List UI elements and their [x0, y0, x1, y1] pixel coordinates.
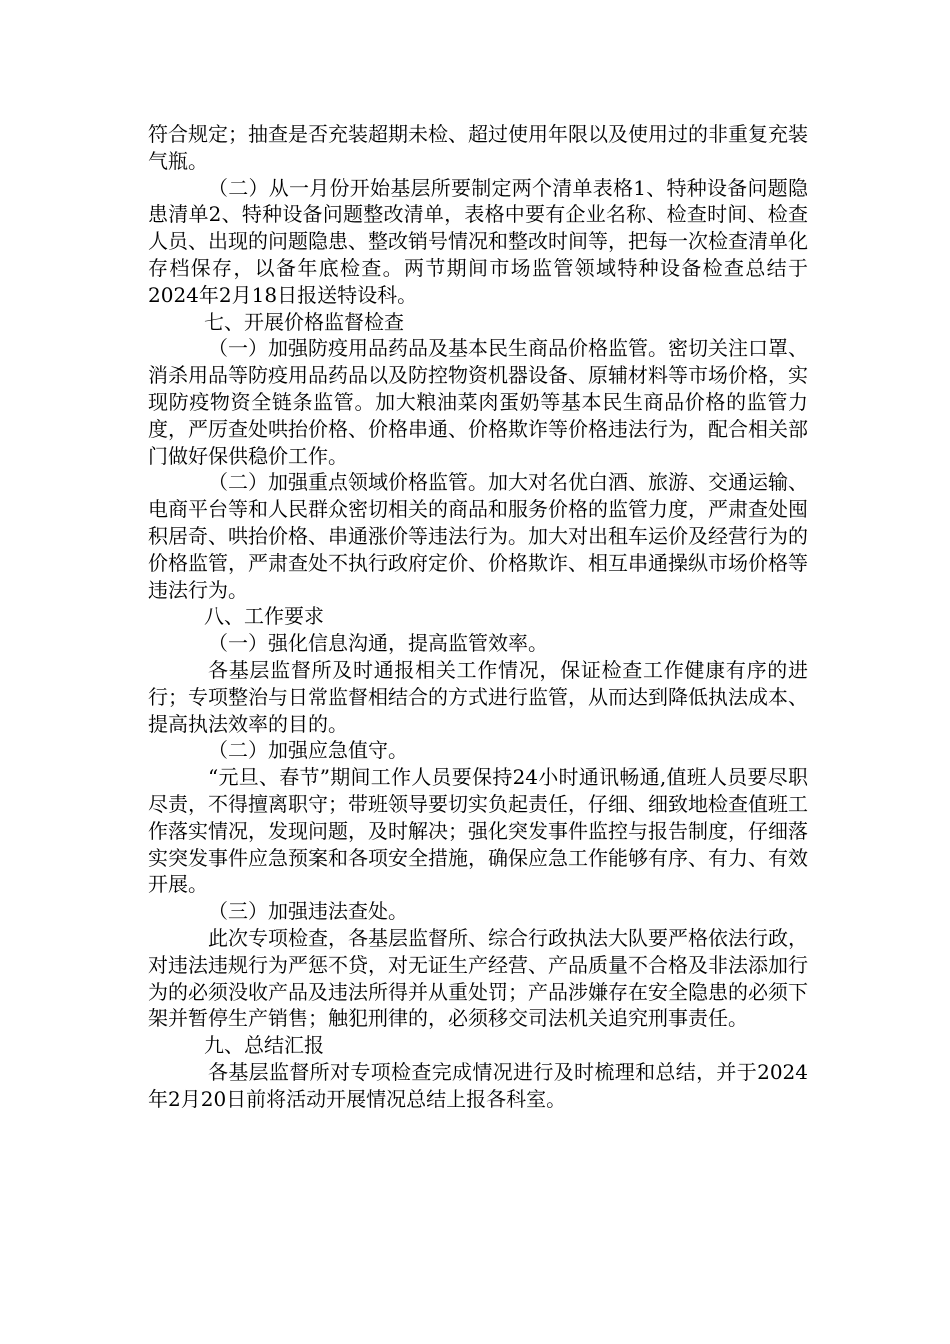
- paragraph-summary-report: 各基层监督所对专项检查完成情况进行及时梳理和总结，并于2024年2月20日前将活动开展情况总结上报各科室。: [148, 1059, 808, 1111]
- heading-section-8: 八、工作要求: [204, 604, 324, 629]
- paragraph-epidemic-goods-price: （一）加强防疫用品药品及基本民生商品价格监管。密切关注口罩、消杀用品等防疫用品药品以及防控物资机器设备、原辅材料等市场价格，实现防疫物资全链条监管。加大粮油菜肉蛋奶等基本民生商品价格的监管力度，严厉查处哄抬价格、价格串通、价格欺诈等价格违法行为，配合相关部门做好保供稳价工作。: [148, 336, 808, 468]
- paragraph-checklist-tables: （二）从一月份开始基层所要制定两个清单表格1、特种设备问题隐患清单2、特种设备问题整改清单，表格中要有企业名称、检查时间、检查人员、出现的问题隐患、整改销号情况和整改时间等，把每一次检查清单化存档保存，以备年底检查。两节期间市场监管领域特种设备检查总结于2024年2月18日报送特设科。: [148, 175, 808, 307]
- subheading-law-enforcement: （三）加强违法查处。: [208, 899, 408, 924]
- paragraph-emergency-duty: “元旦、春节”期间工作人员要保持24小时通讯畅通,值班人员要尽职尽责，不得擅离职守；带班领导要切实负起责任，仔细、细致地检查值班工作落实情况，发现问题，及时解决；强化突发事件监控与报告制度，仔细落实突发事件应急预案和各项安全措施，确保应急工作能够有序、有力、有效开展。: [148, 765, 808, 897]
- subheading-emergency-duty: （二）加强应急值守。: [208, 738, 408, 763]
- heading-section-9: 九、总结汇报: [204, 1033, 324, 1058]
- paragraph-info-communication: 各基层监督所及时通报相关工作情况，保证检查工作健康有序的进行；专项整治与日常监督相结合的方式进行监管，从而达到降低执法成本、提高执法效率的目的。: [148, 657, 808, 736]
- paragraph-key-area-price: （二）加强重点领域价格监管。加大对名优白酒、旅游、交通运输、电商平台等和人民群众密切相关的商品和服务价格的监管力度，严肃查处囤积居奇、哄抬价格、串通涨价等违法行为。加大对出租车运价及经营行为的价格监管，严肃查处不执行政府定价、价格欺诈、相互串通操纵市场价格等违法行为。: [148, 470, 808, 602]
- paragraph-continued-gas-cylinder: 符合规定；抽查是否充装超期未检、超过使用年限以及使用过的非重复充装气瓶。: [148, 122, 808, 173]
- paragraph-law-enforcement: 此次专项检查，各基层监督所、综合行政执法大队要严格依法行政，对违法违规行为严惩不贷，对无证生产经营、产品质量不合格及非法添加行为的必须没收产品及违法所得并从重处罚；产品涉嫌存在安全隐患的必须下架并暂停生产销售；触犯刑律的，必须移交司法机关追究刑事责任。: [148, 925, 808, 1031]
- document-page: [148, 121, 808, 1112]
- subheading-info-communication: （一）强化信息沟通，提高监管效率。: [208, 631, 548, 656]
- heading-section-7: 七、开展价格监督检查: [204, 309, 404, 334]
